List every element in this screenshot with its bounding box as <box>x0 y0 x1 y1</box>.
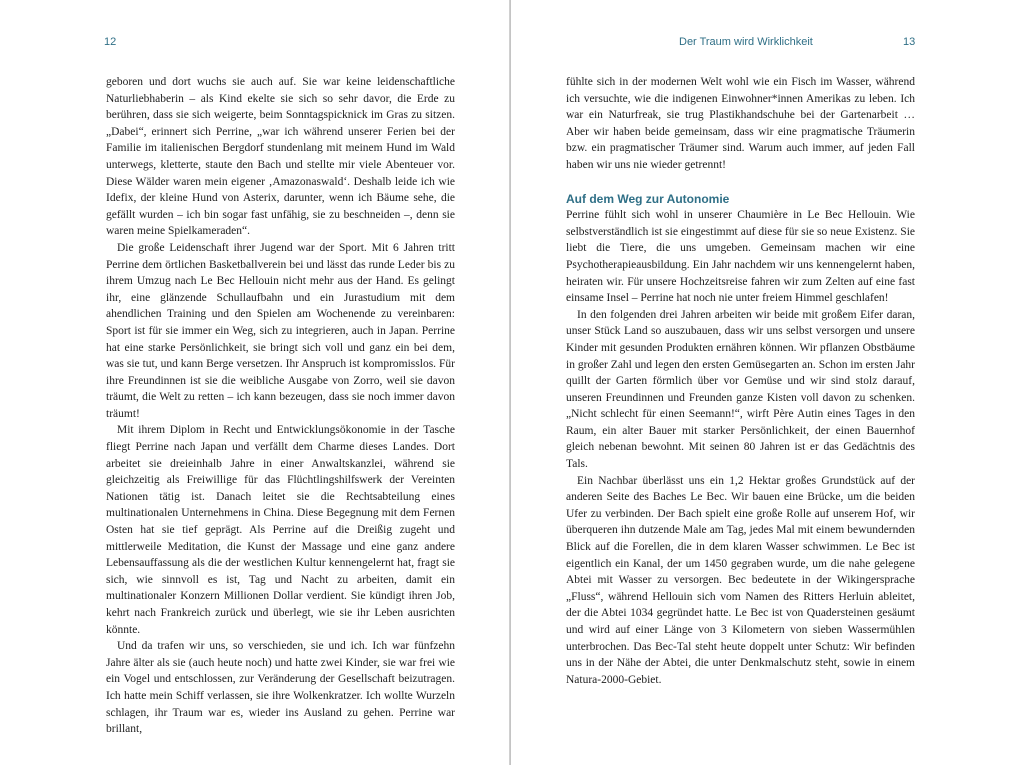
body-paragraph: In den folgenden drei Jahren arbeiten wir beide mit großem Eifer daran, unser Stück Land so auszubauen, dass wir uns selbst versorgen und unsere Kinder mit gesunden Produkten ernähren können. Wir pflanzen Obstbäume in großer Zahl und legen den ersten Gemüsegarten an. Schon im ersten Jahr quillt der Garten förmlich über vor Gemüse und wir sind stolz darauf, unseren Freundinnen und Freunden ganze Kisten voll davon zu schenken. „Nicht schlecht für einen Seemann!“, wirft Père Autin eines Tages in den Raum, ein alter Bauer mit starker Persönlichkeit, der einen Bauernhof gleich nebenan bewohnt. Mit seinen 80 Jahren ist er das Gedächtnis des Tals. <box>566 308 915 471</box>
body-paragraph: Die große Leidenschaft ihrer Jugend war der Sport. Mit 6 Jahren tritt Perrine dem örtlichen Basketballverein bei und lässt das runde Leder bis zu ihrem Umzug nach Le Bec Hellouin nicht mehr aus der Hand. Es gelingt ihr, eine glänzende Schullaufbahn und ein Jurastudium mit dem ahendlichen Training und den Spielen am Wochenende zu vereinbaren: Sport ist für sie immer ein Weg, sich zu integrieren, auch in Japan. Perrine hat eine starke Persönlichkeit, sie bringt sich voll und ganz ein bei dem, was sie tut, und kann Berge versetzen. Ihr Anspruch ist kompromisslos. Für ihre Freundinnen ist sie die weibliche Ausgabe von Zorro, weil sie davon träumt, die Welt zu retten – ich kann bezeugen, dass sie noch immer davon träumt! <box>106 241 455 420</box>
section-heading: Auf dem Weg zur Autonomie <box>566 191 730 206</box>
body-paragraph: Perrine fühlt sich wohl in unserer Chaumière in Le Bec Hellouin. Wie selbstverständlich ist sie eingestimmt auf diese für sie so neue Existenz. Sie liebt die Tiere, die uns umgeben. Gemeinsam machen wir eine Psychotherapieausbildung. Ein Jahr nachdem wir uns kennengelernt haben, heiraten wir. Für unsere Hochzeitsreise fahren wir zum Zelten auf eine fast einsame Insel – Perrine hat noch nie unter freiem Himmel geschlafen! <box>566 209 915 305</box>
body-paragraph: fühlte sich in der modernen Welt wohl wie ein Fisch im Wasser, während ich versuchte, wie die indigenen Einwohner*innen Amerikas zu leben. Ich war ein Naturfreak, sie trug Plastikhandschuhe bei der Gartenarbeit … Aber wir haben beide gemeinsam, dass wir eine pragmatische Träumerin bzw. ein pragmatischer Träumer sind. Warum auch immer, auf jeden Fall haben wir uns nie wieder getrennt! <box>566 76 915 171</box>
right-page-body <box>566 74 915 688</box>
body-paragraph: Ein Nachbar überlässt uns ein 1,2 Hektar großes Grundstück auf der anderen Seite des Baches Le Bec. Wir bauen eine Brücke, um die beiden Ufer zu verbinden. Der Bach spielt eine große Rolle auf unserem Hof, wir überqueren ihn dutzende Male am Tag, jedes Mal mit einem bewundernden Blick auf die Forellen, die in dem klaren Wasser schwimmen. Le Bec ist eigentlich ein Kanal, der um 1450 gegraben wurde, um die nahe gelegene Abtei mit Wasser zu versorgen. Bec bedeutete in der Wikingersprache „Fluss“, während Hellouin sich vom Namen des Ritters Herluin ableitet, der die Abtei 1034 gegründet hatte. Le Bec ist von Quadersteinen gesäumt und wird auf einer Länge von 3 Kilometern von sieben Wassermühlen unterbrochen. Das Bec-Tal steht heute doppelt unter Schutz: Wir befinden uns in der Nähe der Abtei, die unter Denkmalschutz steht, sowie in einem Natura-2000-Gebiet. <box>566 474 915 686</box>
left-page-number: 12 <box>104 36 117 48</box>
body-paragraph: geboren und dort wuchs sie auch auf. Sie war keine leidenschaftliche Naturliebhaberin – als Kind ekelte sie sich so sehr davor, die Erde zu berühren, dass sie sich weigerte, beim Sonntagspicknick im Gras zu sitzen. „Dabei“, erinnert sich Perrine, „war ich während unserer Ferien bei der Familie im italienischen Bergdorf stundenlang mit meinem Hund im Wald unterwegs, kletterte, staute den Bach und stellte mir viele Abenteuer vor. Diese Wälder waren mein eigener ‚Amazonaswald‘. Deshalb leide ich wie Idefix, der kleine Hund von Asterix, darunter, wenn ich Bäume sehe, die gefällt wurden – ich bin sogar fast unfähig, sie zu beschneiden –, denn sie waren meine Spielkameraden“. <box>106 76 455 238</box>
body-paragraph: Mit ihrem Diplom in Recht und Entwicklungsökonomie in der Tasche fliegt Perrine nach Japan und verfällt dem Charme dieses Landes. Dort arbeitet sie dreieinhalb Jahre in einer Anwaltskanzlei, während sie gleichzeitig als Freiwillige für das Flüchtlingshilfswerk der Vereinten Nationen tätig ist. Danach leitet sie die Rechtsabteilung eines multinationalen Unternehmens in China. Diese Begegnung mit dem Fernen Osten hat sie tief geprägt. Als Perrine auf die Dreißig zugeht und mittlerweile Meditation, die Kunst der Massage und eine ganz andere Lebensauffassung als die der westlichen Kultur kennengelernt hat, fragt sie sich, wie sinnvoll es ist, Tag und Nacht zu arbeiten, damit ein multinationaler Konzern Millionen Dollar verdient. Sie kündigt ihren Job, kehrt nach Frankreich zurück und überlegt, wie sie ihr Leben ausrichten könnte. <box>106 424 455 636</box>
left-page <box>0 0 509 765</box>
left-page-body <box>106 74 455 738</box>
body-paragraph: Und da trafen wir uns, so verschieden, sie und ich. Ich war fünfzehn Jahre älter als sie (auch heute noch) und hatte zwei Kinder, sie war frei wie ein Vogel und entschlossen, zur Veränderung der Gesellschaft beizutragen. Ich hatte mein Schiff verlassen, sie ihre Wolkenkratzer. Ich wollte Wurzeln schlagen, ihr Traum war es, wieder ins Ausland zu gehen. Perrine war brillant, <box>106 640 455 736</box>
right-page-number: 13 <box>903 36 916 48</box>
running-title: Der Traum wird Wirklichkeit <box>679 36 813 48</box>
right-page <box>511 0 1020 765</box>
